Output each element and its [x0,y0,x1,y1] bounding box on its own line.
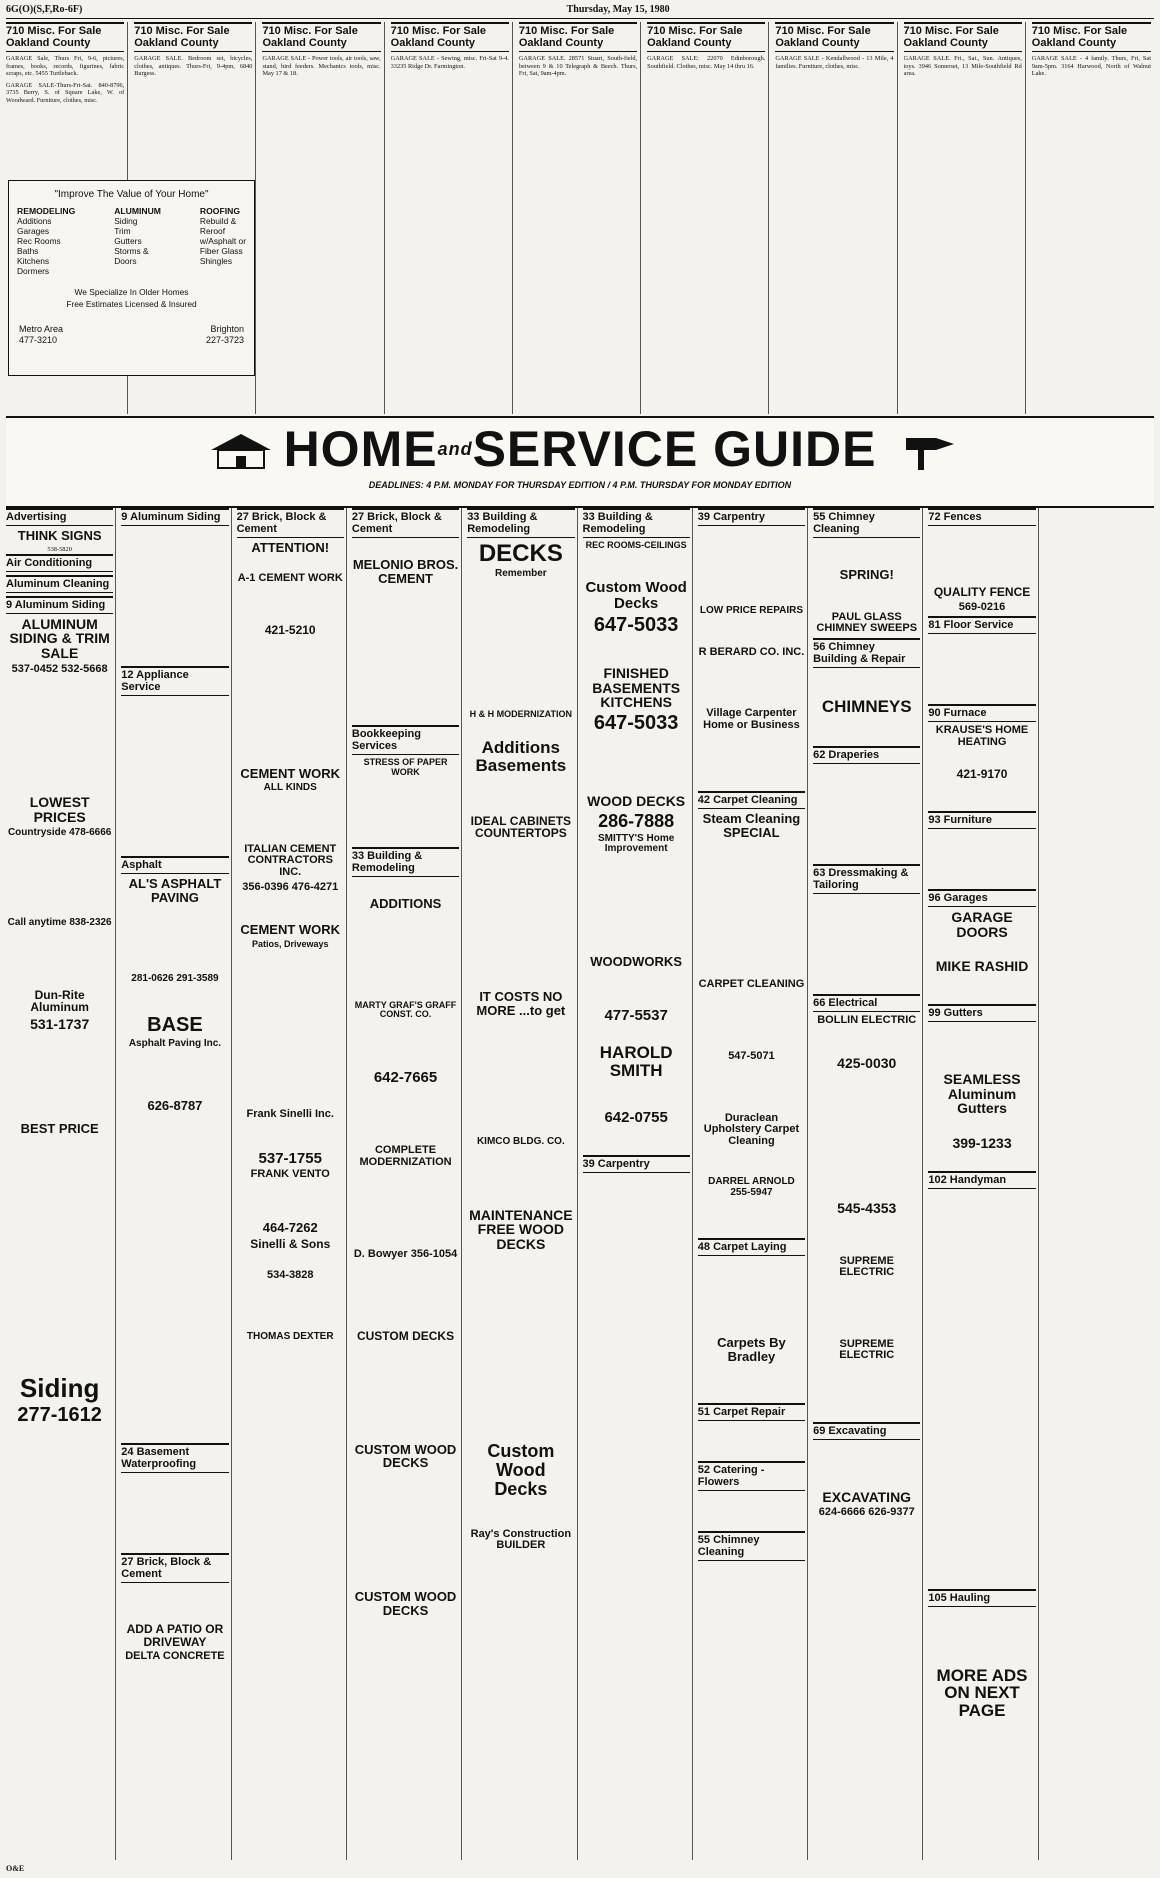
phone-number: 642-7665 [373,1068,438,1086]
business-name: D. Bowyer 356-1054 [353,1247,458,1260]
business-name: CARPET CLEANING [698,978,805,991]
category-heading: 69 Excavating [813,1422,920,1440]
classified-ad: GARAGE Sale, Thurs Fri, 9-6, pictures, frames, books, records, figurines, fabric scraps, etc. 5455 Turtleback. [6,55,125,78]
business-name: WOOD DECKS [587,793,686,809]
list-heading: ROOFING [199,206,241,216]
business-name: ITALIAN CEMENT CONTRACTORS INC. [244,842,337,879]
phone-number: 399-1233 [952,1134,1012,1151]
hammer-icon [896,430,966,470]
category-heading: 42 Carpet Cleaning [698,791,805,809]
column-heading: 710 Misc. For Sale Oakland County [647,22,765,52]
classified-ad: GARAGE SALE. Bedroom set, bicycles, clothes, antiques. Thurs-Fri, 9-4pm, 6840 Burgess. [134,55,253,78]
service-guide-listings [6,508,1154,1860]
category-heading: 55 Chimney Cleaning [698,1531,805,1561]
category-heading: 56 Chimney Building & Repair [813,638,920,668]
category-heading: 55 Chimney Cleaning [813,508,920,538]
list-item: w/Asphalt or [199,236,246,246]
business-name: SUPREME ELECTRIC [839,1254,895,1279]
business-name: CHIMNEYS [821,696,912,716]
classified-column [262,22,384,414]
guide-column [1044,508,1154,1860]
business-name: Duraclean Upholstery Carpet Cleaning [703,1111,800,1147]
list-item: Doors [114,256,137,266]
list-item: Storms & [114,246,149,256]
business-name: Patios, Driveways [251,938,329,949]
classified-column [391,22,513,414]
area-label: Brighton [210,324,244,334]
guide-column [583,508,693,1860]
business-name: MIKE RASHID [935,958,1029,975]
column-heading: 710 Misc. For Sale Oakland County [1032,22,1151,52]
classified-ad: GARAGE SALE-Thurs-Fri-Sat. 840-8796, 3735 Berry, S. of Square Lake, W. of Woodward. Furniture, clothes, misc. [6,81,125,104]
business-name: PAUL GLASS CHIMNEY SWEEPS [816,610,918,635]
category-heading: 62 Draperies [813,746,920,764]
business-name: THINK SIGNS [17,528,102,543]
business-name: AL'S ASPHALT PAVING [128,876,222,905]
category-heading: 105 Hauling [928,1589,1035,1607]
deadline-notice: DEADLINES: 4 P.M. MONDAY FOR THURSDAY EDITION / 4 P.M. THURSDAY FOR MONDAY EDITION [368,480,792,490]
category-heading: Bookkeeping Services [352,725,459,755]
list-item: Rebuild & [199,216,237,226]
business-name: CEMENT WORK [240,922,341,938]
phone-number: 277-1612 [17,1404,102,1427]
phone-number: 464-7262 [262,1220,318,1236]
business-name: CUSTOM WOOD DECKS [354,1588,457,1618]
business-name: Carpets By Bradley [717,1335,786,1364]
category-heading: 90 Furnace [928,704,1035,722]
guide-column [928,508,1038,1860]
business-name: Ray's Construction BUILDER [470,1527,572,1552]
business-name: DECKS [478,540,563,567]
phone-number: 425-0030 [837,1055,897,1072]
category-heading: 51 Carpet Repair [698,1403,805,1421]
classified-column [904,22,1026,414]
phone-number: 624-6666 626-9377 [818,1506,915,1519]
guide-column [121,508,231,1860]
business-name: Custom Wood Decks [487,1440,555,1499]
phone-numbers [9,310,254,346]
business-name: SUPREME ELECTRIC [839,1337,895,1362]
business-name: LOW PRICE REPAIRS [699,605,804,616]
category-heading: 33 Building & Remodeling [583,508,690,538]
category-heading: 27 Brick, Block & Cement [237,508,344,538]
masthead [6,4,1154,19]
column-heading: 710 Misc. For Sale Oakland County [391,22,509,52]
list-item: Fiber Glass [199,246,243,256]
guide-column [813,508,923,1860]
list-item: Siding [114,216,138,226]
category-heading: 96 Garages [928,889,1035,907]
improve-home-ad [8,180,255,376]
business-name: CUSTOM DECKS [356,1329,455,1344]
category-heading: 27 Brick, Block & Cement [352,508,459,538]
service-list [9,200,254,276]
classified-ad: GARAGE SALE. Fri., Sat., Sun. Antiques, toys. 3946 Somerset, 13 Mile-Southfield Rd area. [903,55,1022,78]
list-item: Reroof [199,226,226,236]
business-name: H & H MODERNIZATION [469,708,572,719]
column-heading: 710 Misc. For Sale Oakland County [134,22,252,52]
logo-home: HOME [283,421,438,477]
phone-number: 537-0452 532-5668 [11,662,108,675]
category-heading: 12 Appliance Service [121,666,228,696]
business-name: LOWEST PRICES [29,794,90,825]
business-name: IDEAL CABINETS COUNTERTOPS [470,813,572,841]
brighton-contact [206,324,244,346]
business-name: MORE ADS ON NEXT PAGE [936,1665,1028,1721]
business-name: SEAMLESS Aluminum Gutters [943,1070,1021,1117]
business-name: QUALITY FENCE [933,585,1031,599]
phone-number: 477-5537 [604,1007,668,1025]
business-name: CUSTOM WOOD DECKS [354,1441,457,1471]
classified-ad: GARAGE SALE - Sewing, misc. Fri-Sat 9-4. 33235 Ridge Dr. Farmington. [390,55,509,70]
business-name: ADD A PATIO OR DRIVEWAY [126,1621,224,1649]
edition-code: 6G(O)(S,F,Ro-6F) [6,4,83,15]
classified-ad: GARAGE SALE: 22070 Edinborough. Southfield. Clothes, misc. May 14 thru 16. [647,55,766,70]
category-heading: 39 Carpentry [583,1155,690,1173]
business-name: HAROLD SMITH [599,1042,673,1080]
column-heading: 710 Misc. For Sale Oakland County [6,22,124,52]
classified-column [775,22,897,414]
remodeling-list [17,206,75,276]
category-heading: 33 Building & Remodeling [467,508,574,538]
phone-number: 647-5033 [593,712,679,734]
business-name: Custom Wood Decks [585,579,687,613]
business-name: BOLLIN ELECTRIC [817,1013,917,1026]
business-name: SMITTY'S Home Improvement [598,832,675,855]
list-item: Additions [17,216,52,226]
category-heading: Advertising [6,508,113,526]
business-name: Asphalt Paving Inc. [128,1037,222,1049]
phone-number: 227-3723 [205,335,244,345]
business-name: DELTA CONCRETE [125,1650,225,1663]
business-name: REC ROOMS-CEILINGS [585,540,687,550]
list-heading: ALUMINUM [114,206,161,216]
category-heading: 102 Handyman [928,1171,1035,1189]
business-name: MAINTENANCE FREE WOOD DECKS [469,1206,573,1253]
business-name: BEST PRICE [20,1120,99,1136]
category-heading: 33 Building & Remodeling [352,847,459,877]
list-item: Gutters [114,236,142,246]
business-name: FRANK VENTO [250,1168,330,1181]
business-name: MELONIO BROS. CEMENT [352,557,459,586]
business-name: IT COSTS NO MORE ...to get [476,989,566,1018]
logo-and: and [437,439,473,459]
classified-column [1032,22,1154,414]
phone-number: 642-0755 [604,1108,668,1126]
phone-number: 531-1737 [30,1015,90,1032]
classified-ad: GARAGE SALE - Kendallwood - 13 Mile, 4 families. Furniture, clothes, misc. [775,55,894,70]
column-heading: 710 Misc. For Sale Oakland County [519,22,637,52]
aluminum-list [114,206,161,276]
improve-title: "Improve The Value of Your Home" [54,189,209,200]
category-heading: 27 Brick, Block & Cement [121,1553,228,1583]
phone-number: 547-5071 [728,1049,775,1062]
classified-column [647,22,769,414]
logo-service-guide: SERVICE GUIDE [472,421,877,477]
estimates-text: Free Estimates Licensed & Insured [66,299,197,309]
business-name: STRESS OF PAPER WORK [363,757,448,777]
classified-ad: GARAGE SALE - Power tools, air tools, saw, stand, bird feeders. Mechanics tools, misc. May 17 & 18. [262,55,381,78]
phone-number: 421-5210 [264,623,316,638]
page-footer: O&E [6,1864,25,1873]
business-name: ALL KINDS [263,782,317,794]
guide-column [6,508,116,1860]
business-name: MARTY GRAF'S GRAFF CONST. CO. [354,999,457,1020]
business-name: FINISHED BASEMENTS KITCHENS [592,664,681,711]
category-heading: 9 Aluminum Siding [121,508,228,526]
category-heading: 24 Basement Waterproofing [121,1443,228,1473]
classified-ad: GARAGE SALE - 4 family. Thurs, Fri, Sat 9am-5pm. 3164 Harwood, North of Walnut Lake. [1031,55,1151,78]
issue-date: Thursday, May 15, 1980 [566,4,670,15]
area-label: Metro Area [19,324,64,334]
business-name: EXCAVATING [822,1488,912,1505]
list-item: Shingles [199,256,233,266]
category-heading: 66 Electrical [813,994,920,1012]
category-heading: 99 Gutters [928,1004,1035,1022]
business-name: ALUMINUM SIDING & TRIM SALE [9,615,110,662]
phone-number: 537-1755 [258,1149,322,1167]
business-name: Sinelli & Sons [250,1236,331,1251]
classified-column [519,22,641,414]
phone-number: 356-0396 476-4271 [242,880,339,893]
business-name: Frank Sinelli Inc. [246,1108,334,1121]
business-name: R BERARD CO. INC. [698,645,805,658]
category-heading: Asphalt [121,856,228,874]
category-heading: Aluminum Cleaning [6,575,113,593]
business-name: CEMENT WORK [240,765,341,781]
phone-number: 545-4353 [837,1199,897,1216]
column-heading: 710 Misc. For Sale Oakland County [904,22,1022,52]
guide-column [352,508,462,1860]
phone-number: 421-9170 [956,767,1008,782]
business-name: BASE [147,1013,203,1036]
phone-number: Countryside 478-6666 [7,826,112,838]
guide-column [698,508,808,1860]
category-heading: 52 Catering - Flowers [698,1461,805,1491]
phone-number: 286-7888 [598,810,675,831]
home-service-guide-banner [6,416,1154,508]
business-name: ADDITIONS [369,896,442,912]
category-heading: 93 Furniture [928,811,1035,829]
classified-ad: GARAGE SALE. 28571 Stuart, South-field, between 9 & 10 Telegraph & Beech. Thurs, Fri, Sat, 9am-4pm. [518,55,638,78]
business-name: DARREL ARNOLD 255-5947 [708,1176,795,1198]
business-name: SPRING! [839,567,894,582]
roofing-list [200,206,246,276]
guide-column [467,508,577,1860]
business-name: Village Carpenter Home or Business [703,707,800,731]
list-item: Kitchens [17,256,50,266]
category-heading: 63 Dressmaking & Tailoring [813,864,920,894]
category-heading: 48 Carpet Laying [698,1238,805,1256]
business-name: Dun-Rite Aluminum [30,987,89,1015]
phone-number: 477-3210 [19,335,58,345]
list-item: Rec Rooms [17,236,61,246]
phone-number: 569-0216 [958,600,1006,613]
phone-number: 281-0626 291-3589 [131,973,219,985]
specialty-line [9,286,254,310]
column-heading: 710 Misc. For Sale Oakland County [262,22,380,52]
category-heading: 9 Aluminum Siding [6,596,113,614]
business-name: GARAGE DOORS [951,908,1013,940]
category-heading: 81 Floor Service [928,616,1035,634]
list-item: Garages [17,226,50,236]
category-heading: 72 Fences [928,508,1035,526]
business-name: THOMAS DEXTER [246,1330,334,1342]
list-item: Trim [114,226,131,236]
phone-number: Call anytime 838-2326 [7,917,112,929]
category-heading: Air Conditioning [6,554,113,572]
list-item: Dormers [17,266,50,276]
business-name: KRAUSE'S HOME HEATING [935,724,1029,748]
phone-number: 647-5033 [593,613,679,636]
guide-column [237,508,347,1860]
business-name: Remember [494,568,547,580]
business-name: Siding [19,1373,100,1404]
list-item: Baths [17,246,39,256]
business-name: COMPLETE MODERNIZATION [359,1144,452,1168]
business-name: Steam Cleaning SPECIAL [702,811,801,840]
list-heading: REMODELING [17,206,76,216]
business-name: WOODWORKS [590,953,682,969]
phone-number: 538-5820 [47,545,72,553]
category-heading: 39 Carpentry [698,508,805,526]
phone-number: 534-3828 [266,1269,314,1282]
business-name: ATTENTION! [251,540,330,555]
business-name: Additions Basements [475,738,567,775]
phone-number: 626-8787 [147,1098,203,1114]
business-name: KIMCO BLDG. CO. [476,1136,565,1148]
column-heading: 710 Misc. For Sale Oakland County [775,22,893,52]
specialize-text: We Specialize In Older Homes [74,287,189,297]
metro-contact [19,324,63,346]
business-name: A-1 CEMENT WORK [237,571,343,584]
guide-logo [6,422,1154,476]
